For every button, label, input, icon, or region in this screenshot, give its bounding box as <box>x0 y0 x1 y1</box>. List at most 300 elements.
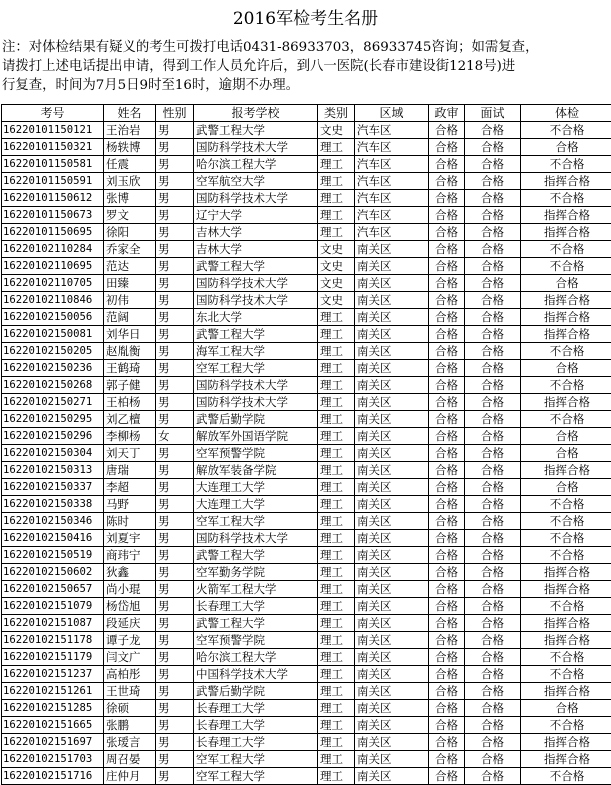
physical-exam-cell: 合格 <box>521 445 611 462</box>
school-cell: 国防科学技术大学 <box>194 292 318 309</box>
table-row <box>2 139 611 156</box>
gender-cell: 男 <box>156 530 194 547</box>
exam-id-cell: 16220101150695 <box>2 224 104 241</box>
physical-exam-cell: 不合格 <box>521 666 611 683</box>
gender-cell: 男 <box>156 683 194 700</box>
name-cell: 马野 <box>104 496 156 513</box>
school-cell: 武警后勤学院 <box>194 683 318 700</box>
table-row <box>2 207 611 224</box>
political-review-cell: 合格 <box>429 530 465 547</box>
exam-id-cell: 16220102151179 <box>2 649 104 666</box>
political-review-cell: 合格 <box>429 326 465 343</box>
interview-cell: 合格 <box>465 649 521 666</box>
gender-cell: 男 <box>156 360 194 377</box>
category-cell: 理工 <box>318 360 355 377</box>
category-cell: 理工 <box>318 598 355 615</box>
region-cell: 南关区 <box>355 768 429 785</box>
gender-cell: 男 <box>156 564 194 581</box>
name-cell: 陈时 <box>104 513 156 530</box>
physical-exam-cell: 指挥合格 <box>521 326 611 343</box>
name-cell: 王柏杨 <box>104 394 156 411</box>
name-cell: 王鹤琦 <box>104 360 156 377</box>
interview-cell: 合格 <box>465 360 521 377</box>
category-cell: 理工 <box>318 462 355 479</box>
region-cell: 南关区 <box>355 598 429 615</box>
political-review-cell: 合格 <box>429 360 465 377</box>
table-row <box>2 700 611 717</box>
exam-id-cell: 16220101150591 <box>2 173 104 190</box>
category-cell: 理工 <box>318 581 355 598</box>
category-cell: 理工 <box>318 156 355 173</box>
physical-exam-cell: 指挥合格 <box>521 292 611 309</box>
gender-cell: 男 <box>156 122 194 139</box>
region-cell: 汽车区 <box>355 156 429 173</box>
page-title: 2016军检考生名册 <box>0 4 611 29</box>
category-cell: 理工 <box>318 139 355 156</box>
region-cell: 汽车区 <box>355 173 429 190</box>
header-exam-id: 考号 <box>2 105 104 122</box>
political-review-cell: 合格 <box>429 666 465 683</box>
table-row <box>2 428 611 445</box>
interview-cell: 合格 <box>465 292 521 309</box>
interview-cell: 合格 <box>465 258 521 275</box>
interview-cell: 合格 <box>465 139 521 156</box>
name-cell: 初伟 <box>104 292 156 309</box>
name-cell: 闫文广 <box>104 649 156 666</box>
notice-line-1: 注：对体检结果有疑义的考生可拨打电话0431-86933703，86933745咨询；如需复查， <box>2 38 610 57</box>
table-row <box>2 598 611 615</box>
category-cell: 理工 <box>318 445 355 462</box>
category-cell: 理工 <box>318 173 355 190</box>
school-cell: 空军勤务学院 <box>194 564 318 581</box>
name-cell: 郭子健 <box>104 377 156 394</box>
political-review-cell: 合格 <box>429 649 465 666</box>
political-review-cell: 合格 <box>429 632 465 649</box>
physical-exam-cell: 不合格 <box>521 241 611 258</box>
category-cell: 文史 <box>318 241 355 258</box>
school-cell: 国防科学技术大学 <box>194 530 318 547</box>
school-cell: 空军工程大学 <box>194 360 318 377</box>
region-cell: 汽车区 <box>355 139 429 156</box>
physical-exam-cell: 不合格 <box>521 411 611 428</box>
gender-cell: 男 <box>156 632 194 649</box>
political-review-cell: 合格 <box>429 173 465 190</box>
category-cell: 理工 <box>318 768 355 785</box>
table-row <box>2 258 611 275</box>
physical-exam-cell: 指挥合格 <box>521 751 611 768</box>
name-cell: 张鹏 <box>104 717 156 734</box>
gender-cell: 男 <box>156 241 194 258</box>
interview-cell: 合格 <box>465 394 521 411</box>
physical-exam-cell: 合格 <box>521 275 611 292</box>
exam-id-cell: 16220102151087 <box>2 615 104 632</box>
physical-exam-cell: 指挥合格 <box>521 207 611 224</box>
name-cell: 张博 <box>104 190 156 207</box>
category-cell: 理工 <box>318 751 355 768</box>
physical-exam-cell: 指挥合格 <box>521 173 611 190</box>
interview-cell: 合格 <box>465 632 521 649</box>
school-cell: 吉林大学 <box>194 241 318 258</box>
exam-id-cell: 16220102150519 <box>2 547 104 564</box>
category-cell: 理工 <box>318 615 355 632</box>
region-cell: 南关区 <box>355 734 429 751</box>
region-cell: 汽车区 <box>355 190 429 207</box>
gender-cell: 男 <box>156 734 194 751</box>
gender-cell: 男 <box>156 207 194 224</box>
interview-cell: 合格 <box>465 411 521 428</box>
table-row <box>2 377 611 394</box>
name-cell: 高柏彤 <box>104 666 156 683</box>
table-row <box>2 292 611 309</box>
table-row <box>2 632 611 649</box>
exam-id-cell: 16220102110695 <box>2 258 104 275</box>
table-row <box>2 326 611 343</box>
political-review-cell: 合格 <box>429 462 465 479</box>
name-cell: 段延庆 <box>104 615 156 632</box>
name-cell: 李超 <box>104 479 156 496</box>
category-cell: 理工 <box>318 513 355 530</box>
region-cell: 南关区 <box>355 683 429 700</box>
interview-cell: 合格 <box>465 700 521 717</box>
school-cell: 空军工程大学 <box>194 513 318 530</box>
region-cell: 南关区 <box>355 496 429 513</box>
category-cell: 理工 <box>318 683 355 700</box>
table-row <box>2 751 611 768</box>
physical-exam-cell: 合格 <box>521 700 611 717</box>
physical-exam-cell: 不合格 <box>521 343 611 360</box>
interview-cell: 合格 <box>465 496 521 513</box>
gender-cell: 男 <box>156 615 194 632</box>
physical-exam-cell: 不合格 <box>521 496 611 513</box>
exam-id-cell: 16220102150205 <box>2 343 104 360</box>
physical-exam-cell: 不合格 <box>521 190 611 207</box>
candidate-table <box>1 104 611 785</box>
table-row <box>2 666 611 683</box>
physical-exam-cell: 指挥合格 <box>521 632 611 649</box>
header-category: 类别 <box>318 105 355 122</box>
exam-id-cell: 16220102110284 <box>2 241 104 258</box>
interview-cell: 合格 <box>465 717 521 734</box>
region-cell: 南关区 <box>355 666 429 683</box>
table-body <box>2 122 611 785</box>
category-cell: 理工 <box>318 564 355 581</box>
gender-cell: 男 <box>156 411 194 428</box>
exam-id-cell: 16220102151716 <box>2 768 104 785</box>
category-cell: 理工 <box>318 496 355 513</box>
physical-exam-cell: 指挥合格 <box>521 734 611 751</box>
exam-id-cell: 16220101150321 <box>2 139 104 156</box>
physical-exam-cell: 指挥合格 <box>521 309 611 326</box>
exam-id-cell: 16220102150416 <box>2 530 104 547</box>
school-cell: 海军工程大学 <box>194 343 318 360</box>
name-cell: 罗文 <box>104 207 156 224</box>
gender-cell: 男 <box>156 224 194 241</box>
name-cell: 王治岩 <box>104 122 156 139</box>
exam-id-cell: 16220102150268 <box>2 377 104 394</box>
gender-cell: 男 <box>156 394 194 411</box>
category-cell: 理工 <box>318 343 355 360</box>
region-cell: 南关区 <box>355 275 429 292</box>
category-cell: 理工 <box>318 411 355 428</box>
category-cell: 理工 <box>318 207 355 224</box>
political-review-cell: 合格 <box>429 513 465 530</box>
physical-exam-cell: 不合格 <box>521 122 611 139</box>
interview-cell: 合格 <box>465 224 521 241</box>
exam-id-cell: 16220102150295 <box>2 411 104 428</box>
physical-exam-cell: 指挥合格 <box>521 683 611 700</box>
interview-cell: 合格 <box>465 377 521 394</box>
interview-cell: 合格 <box>465 156 521 173</box>
table-row <box>2 581 611 598</box>
gender-cell: 男 <box>156 717 194 734</box>
school-cell: 空军航空大学 <box>194 173 318 190</box>
school-cell: 空军工程大学 <box>194 751 318 768</box>
table-row <box>2 717 611 734</box>
school-cell: 空军预警学院 <box>194 445 318 462</box>
exam-id-cell: 16220102150236 <box>2 360 104 377</box>
table-row <box>2 309 611 326</box>
region-cell: 南关区 <box>355 360 429 377</box>
political-review-cell: 合格 <box>429 683 465 700</box>
political-review-cell: 合格 <box>429 241 465 258</box>
table-row <box>2 615 611 632</box>
table-row <box>2 462 611 479</box>
category-cell: 文史 <box>318 275 355 292</box>
region-cell: 南关区 <box>355 343 429 360</box>
region-cell: 南关区 <box>355 479 429 496</box>
exam-id-cell: 16220101150121 <box>2 122 104 139</box>
school-cell: 国防科学技术大学 <box>194 275 318 292</box>
name-cell: 王世琦 <box>104 683 156 700</box>
exam-id-cell: 16220102110705 <box>2 275 104 292</box>
region-cell: 南关区 <box>355 700 429 717</box>
table-row <box>2 224 611 241</box>
exam-id-cell: 16220102151665 <box>2 717 104 734</box>
school-cell: 哈尔滨工程大学 <box>194 649 318 666</box>
table-row <box>2 275 611 292</box>
political-review-cell: 合格 <box>429 292 465 309</box>
category-cell: 文史 <box>318 122 355 139</box>
physical-exam-cell: 合格 <box>521 428 611 445</box>
school-cell: 长春理工大学 <box>194 700 318 717</box>
exam-id-cell: 16220102150296 <box>2 428 104 445</box>
exam-id-cell: 16220102151178 <box>2 632 104 649</box>
gender-cell: 男 <box>156 343 194 360</box>
political-review-cell: 合格 <box>429 751 465 768</box>
gender-cell: 男 <box>156 666 194 683</box>
school-cell: 武警工程大学 <box>194 547 318 564</box>
interview-cell: 合格 <box>465 190 521 207</box>
region-cell: 南关区 <box>355 751 429 768</box>
political-review-cell: 合格 <box>429 224 465 241</box>
interview-cell: 合格 <box>465 428 521 445</box>
gender-cell: 男 <box>156 598 194 615</box>
name-cell: 刘天丁 <box>104 445 156 462</box>
name-cell: 尚小琨 <box>104 581 156 598</box>
exam-id-cell: 16220102150337 <box>2 479 104 496</box>
table-row <box>2 156 611 173</box>
gender-cell: 男 <box>156 326 194 343</box>
school-cell: 解放军装备学院 <box>194 462 318 479</box>
exam-id-cell: 16220101150581 <box>2 156 104 173</box>
gender-cell: 男 <box>156 156 194 173</box>
political-review-cell: 合格 <box>429 598 465 615</box>
school-cell: 哈尔滨工程大学 <box>194 156 318 173</box>
school-cell: 国防科学技术大学 <box>194 139 318 156</box>
name-cell: 刘乙檀 <box>104 411 156 428</box>
interview-cell: 合格 <box>465 615 521 632</box>
region-cell: 南关区 <box>355 377 429 394</box>
physical-exam-cell: 不合格 <box>521 530 611 547</box>
exam-id-cell: 16220101150612 <box>2 190 104 207</box>
header-name: 姓名 <box>104 105 156 122</box>
school-cell: 长春理工大学 <box>194 598 318 615</box>
gender-cell: 男 <box>156 496 194 513</box>
table-row <box>2 445 611 462</box>
school-cell: 辽宁大学 <box>194 207 318 224</box>
name-cell: 谭子龙 <box>104 632 156 649</box>
school-cell: 空军工程大学 <box>194 768 318 785</box>
school-cell: 东北大学 <box>194 309 318 326</box>
region-cell: 南关区 <box>355 411 429 428</box>
interview-cell: 合格 <box>465 275 521 292</box>
name-cell: 狄鑫 <box>104 564 156 581</box>
region-cell: 南关区 <box>355 462 429 479</box>
region-cell: 汽车区 <box>355 207 429 224</box>
region-cell: 南关区 <box>355 445 429 462</box>
interview-cell: 合格 <box>465 666 521 683</box>
school-cell: 长春理工大学 <box>194 717 318 734</box>
exam-id-cell: 16220101150673 <box>2 207 104 224</box>
political-review-cell: 合格 <box>429 479 465 496</box>
name-cell: 赵胤衡 <box>104 343 156 360</box>
category-cell: 理工 <box>318 666 355 683</box>
table-row <box>2 649 611 666</box>
category-cell: 理工 <box>318 530 355 547</box>
table-row <box>2 360 611 377</box>
name-cell: 刘华日 <box>104 326 156 343</box>
political-review-cell: 合格 <box>429 275 465 292</box>
political-review-cell: 合格 <box>429 768 465 785</box>
table-row <box>2 513 611 530</box>
school-cell: 大连理工大学 <box>194 479 318 496</box>
table-row <box>2 683 611 700</box>
gender-cell: 男 <box>156 547 194 564</box>
region-cell: 南关区 <box>355 615 429 632</box>
gender-cell: 男 <box>156 479 194 496</box>
physical-exam-cell: 不合格 <box>521 258 611 275</box>
physical-exam-cell: 不合格 <box>521 547 611 564</box>
name-cell: 周召晏 <box>104 751 156 768</box>
table-row <box>2 122 611 139</box>
category-cell: 理工 <box>318 547 355 564</box>
physical-exam-cell: 合格 <box>521 139 611 156</box>
category-cell: 理工 <box>318 479 355 496</box>
name-cell: 商玮宁 <box>104 547 156 564</box>
exam-id-cell: 16220102151285 <box>2 700 104 717</box>
school-cell: 武警工程大学 <box>194 326 318 343</box>
region-cell: 南关区 <box>355 547 429 564</box>
category-cell: 理工 <box>318 717 355 734</box>
political-review-cell: 合格 <box>429 445 465 462</box>
physical-exam-cell: 指挥合格 <box>521 615 611 632</box>
notice-line-2: 请拨打上述电话提出申请，得到工作人员允许后，到八一医院(长春市建设街1218号)进 <box>2 57 610 76</box>
category-cell: 理工 <box>318 632 355 649</box>
physical-exam-cell: 指挥合格 <box>521 394 611 411</box>
category-cell: 理工 <box>318 394 355 411</box>
name-cell: 乔家全 <box>104 241 156 258</box>
exam-id-cell: 16220102150056 <box>2 309 104 326</box>
exam-id-cell: 16220102110846 <box>2 292 104 309</box>
physical-exam-cell: 不合格 <box>521 513 611 530</box>
category-cell: 文史 <box>318 292 355 309</box>
table-row <box>2 734 611 751</box>
name-cell: 徐硕 <box>104 700 156 717</box>
physical-exam-cell: 合格 <box>521 360 611 377</box>
exam-id-cell: 16220102151261 <box>2 683 104 700</box>
interview-cell: 合格 <box>465 581 521 598</box>
category-cell: 理工 <box>318 309 355 326</box>
gender-cell: 男 <box>156 649 194 666</box>
physical-exam-cell: 指挥合格 <box>521 224 611 241</box>
name-cell: 范阔 <box>104 309 156 326</box>
physical-exam-cell: 指挥合格 <box>521 564 611 581</box>
interview-cell: 合格 <box>465 445 521 462</box>
region-cell: 南关区 <box>355 632 429 649</box>
exam-id-cell: 16220102151703 <box>2 751 104 768</box>
political-review-cell: 合格 <box>429 190 465 207</box>
political-review-cell: 合格 <box>429 700 465 717</box>
table-header-row <box>2 105 611 122</box>
exam-id-cell: 16220102151237 <box>2 666 104 683</box>
name-cell: 杨轶博 <box>104 139 156 156</box>
region-cell: 南关区 <box>355 309 429 326</box>
political-review-cell: 合格 <box>429 343 465 360</box>
name-cell: 刘玉欣 <box>104 173 156 190</box>
interview-cell: 合格 <box>465 479 521 496</box>
exam-id-cell: 16220102150081 <box>2 326 104 343</box>
exam-id-cell: 16220102150602 <box>2 564 104 581</box>
political-review-cell: 合格 <box>429 394 465 411</box>
gender-cell: 男 <box>156 768 194 785</box>
region-cell: 南关区 <box>355 241 429 258</box>
gender-cell: 男 <box>156 275 194 292</box>
gender-cell: 男 <box>156 139 194 156</box>
name-cell: 范达 <box>104 258 156 275</box>
interview-cell: 合格 <box>465 241 521 258</box>
table-row <box>2 411 611 428</box>
header-school: 报考学校 <box>194 105 318 122</box>
category-cell: 理工 <box>318 649 355 666</box>
exam-id-cell: 16220102150271 <box>2 394 104 411</box>
school-cell: 武警工程大学 <box>194 122 318 139</box>
gender-cell: 男 <box>156 462 194 479</box>
school-cell: 大连理工大学 <box>194 496 318 513</box>
name-cell: 唐瑞 <box>104 462 156 479</box>
name-cell: 刘夏宇 <box>104 530 156 547</box>
table-row <box>2 394 611 411</box>
school-cell: 国防科学技术大学 <box>194 394 318 411</box>
notice-line-3: 行复查，时间为7月5日9时至16时，逾期不办理。 <box>2 76 610 95</box>
header-interview: 面试 <box>465 105 521 122</box>
name-cell: 张瑷言 <box>104 734 156 751</box>
category-cell: 理工 <box>318 224 355 241</box>
political-review-cell: 合格 <box>429 581 465 598</box>
region-cell: 南关区 <box>355 530 429 547</box>
table-row <box>2 173 611 190</box>
interview-cell: 合格 <box>465 768 521 785</box>
school-cell: 长春理工大学 <box>194 734 318 751</box>
